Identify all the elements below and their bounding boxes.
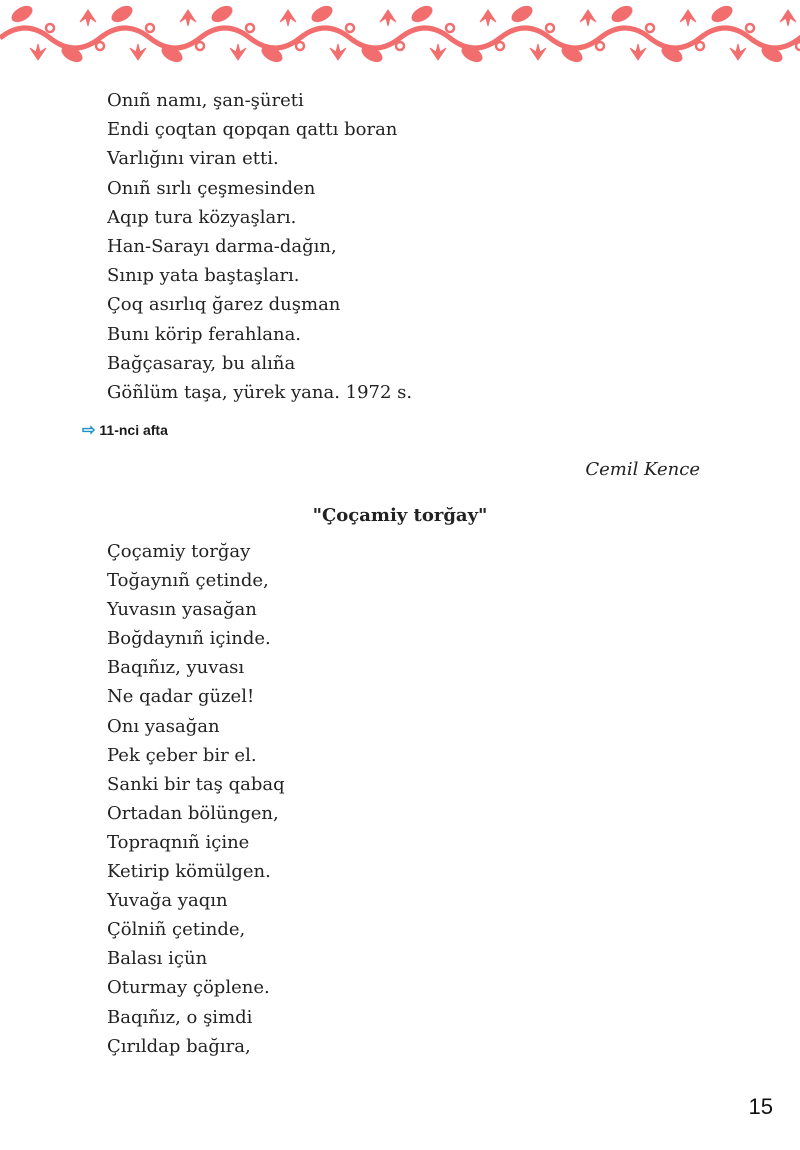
verse-line: Aqıp tura közyaşları. bbox=[107, 206, 297, 228]
verse-line: Bunı körip ferahlana. bbox=[107, 323, 302, 345]
verse-line: Toğaynıñ çetinde, bbox=[107, 570, 269, 592]
verse-line: Ketirip kömülgen. bbox=[107, 861, 271, 883]
verse-line: Yuvasın yasağan bbox=[107, 599, 257, 621]
verse-line: Varlığını viran etti. bbox=[107, 148, 279, 170]
author-name: Cemil Kence bbox=[585, 459, 700, 480]
verse-line: Sanki bir taş qabaq bbox=[107, 773, 285, 795]
floral-border-icon bbox=[0, 0, 800, 72]
verse-line: Göñlüm taşa, yürek yana. 1972 s. bbox=[107, 382, 413, 404]
verse-line: Çölniñ çetinde, bbox=[107, 919, 246, 941]
week-11-link[interactable] bbox=[82, 420, 168, 440]
verse-line: Endi çoqtan qopqan qattı boran bbox=[107, 119, 398, 141]
verse-line: Ortadan bölüngen, bbox=[107, 802, 279, 824]
verse-line: Oturmay çöplene. bbox=[107, 977, 270, 999]
page-number: 15 bbox=[748, 1094, 773, 1119]
verse-line: Yuvağa yaqın bbox=[107, 890, 228, 912]
poem-stanza-first bbox=[107, 86, 412, 407]
verse-line: Çırıldap bağıra, bbox=[107, 1035, 251, 1057]
verse-line: Topraqnıñ içine bbox=[107, 831, 250, 853]
verse-line: Onıñ sırlı çeşmesinden bbox=[107, 177, 316, 199]
verse-line: Ne qadar güzel! bbox=[107, 686, 255, 708]
verse-line: Balası içün bbox=[107, 948, 208, 970]
poem-title: "Çoçamiy torğay" bbox=[312, 505, 488, 526]
verse-line: Onıñ namı, şan-şüreti bbox=[107, 90, 304, 111]
verse-line: Çoq asırlıq ğarez duşman bbox=[107, 294, 341, 316]
verse-line: Onı yasağan bbox=[107, 715, 220, 737]
verse-line: Pek çeber bir el. bbox=[107, 744, 257, 766]
verse-line: Bağçasaray, bu alıña bbox=[107, 352, 296, 374]
verse-line: Baqıñız, o şimdi bbox=[107, 1006, 253, 1028]
verse-line: Çoçamiy torğay bbox=[107, 541, 251, 562]
verse-line: Boğdaynıñ içinde. bbox=[107, 628, 271, 650]
right-arrow-icon: ⇨ bbox=[82, 422, 96, 439]
floral-header-ornament bbox=[0, 0, 800, 72]
verse-line: Baqıñız, yuvası bbox=[107, 657, 245, 679]
verse-line: Han-Sarayı darma-dağın, bbox=[107, 236, 337, 258]
week-link-label: 11-nci afta bbox=[99, 422, 168, 438]
poem-stanza-second bbox=[107, 537, 285, 1061]
verse-line: Sınıp yata baştaşları. bbox=[107, 265, 300, 287]
